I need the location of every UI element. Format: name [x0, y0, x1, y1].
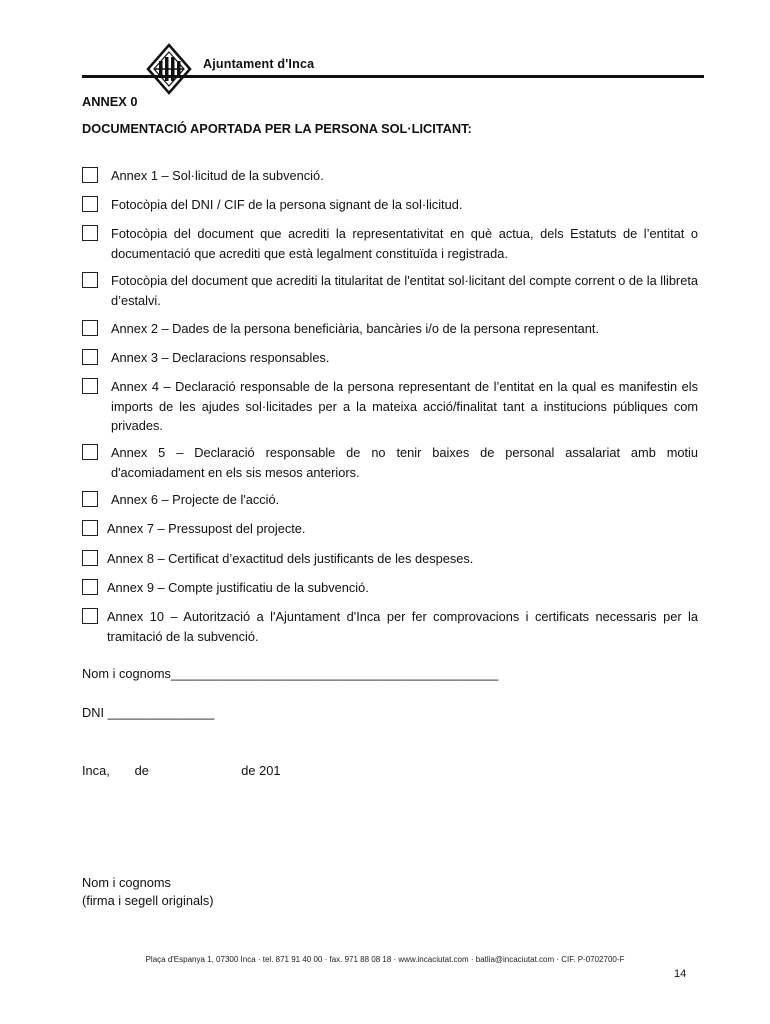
date-field[interactable]: Inca, de de 201 [82, 763, 281, 778]
checklist-item [82, 519, 698, 539]
checklist-item [82, 348, 698, 368]
checklist-item [82, 195, 698, 215]
checklist-item-label: Annex 9 – Compte justificatiu de la subvenció. [107, 580, 369, 595]
checkbox[interactable] [82, 272, 98, 288]
checklist-item-label: Fotocòpia del document que acrediti la titularitat de l'entitat sol·licitant del compte corrent o de la llibreta d’estalvi. [111, 273, 698, 308]
checklist-item [82, 166, 698, 186]
checklist-item [82, 224, 698, 263]
checklist-item-label: Annex 6 – Projecte de l'acció. [111, 492, 280, 507]
checklist-item-label: Annex 10 – Autorització a l'Ajuntament d'Inca per fer comprovacions i certificats necessaris per la tramitació de la subvenció. [107, 609, 698, 644]
checkbox[interactable] [82, 491, 98, 507]
checkbox[interactable] [82, 167, 98, 183]
signature-note-label: (firma i segell originals) [82, 893, 214, 908]
checkbox[interactable] [82, 196, 98, 212]
checklist-item [82, 271, 698, 310]
checklist-item [82, 607, 698, 646]
organization-name: Ajuntament d'Inca [203, 57, 315, 71]
name-field[interactable]: Nom i cognoms______________________________________________ [82, 666, 499, 681]
municipal-shield-logo [146, 43, 192, 95]
checkbox[interactable] [82, 579, 98, 595]
footer-address: Plaça d'Espanya 1, 07300 Inca · tel. 871 91 40 00 · fax. 971 88 08 18 · www.incaciutat.com · batlia@incaciutat.com · CIF. P-0702700-F [145, 955, 625, 964]
checkbox[interactable] [82, 444, 98, 460]
page-number: 14 [674, 968, 687, 980]
checklist-item [82, 549, 698, 569]
header-divider [82, 75, 704, 78]
checklist-item-label: Annex 2 – Dades de la persona beneficiària, bancàries i/o de la persona representant. [111, 321, 600, 336]
checklist-item [82, 443, 698, 482]
checklist-item-label: Annex 4 – Declaració responsable de la persona representant de l’entitat en la qual es manifestin els imports de les ajudes sol·licitades per a la mateixa acció/finalitat tant a institucions públiques com privades. [111, 379, 698, 433]
checklist-item-label: Annex 7 – Pressupost del projecte. [107, 521, 306, 536]
page-header [0, 0, 770, 100]
checkbox[interactable] [82, 608, 98, 624]
checkbox[interactable] [82, 225, 98, 241]
dni-field[interactable]: DNI _______________ [82, 705, 215, 720]
checkbox[interactable] [82, 378, 98, 394]
checklist-item-label: Fotocòpia del document que acrediti la representativitat en què actua, dels Estatuts de l’entitat o documentació que acrediti que està legalment constituïda i registrada. [111, 226, 698, 261]
checklist-item-label: Fotocòpia del DNI / CIF de la persona signant de la sol·licitud. [111, 197, 463, 212]
checklist-item-label: Annex 8 – Certificat d’exactitud dels justificants de les despeses. [107, 551, 474, 566]
checkbox[interactable] [82, 349, 98, 365]
checklist-item-label: Annex 5 – Declaració responsable de no tenir baixes de personal assalariat amb motiu d'acomiadament en els sis mesos anteriors. [111, 445, 698, 480]
checkbox[interactable] [82, 520, 98, 536]
annex-title: ANNEX 0 [82, 94, 138, 109]
checklist-item [82, 377, 698, 436]
checklist-item [82, 490, 698, 510]
checkbox[interactable] [82, 320, 98, 336]
checklist-item [82, 578, 698, 598]
checkbox[interactable] [82, 550, 98, 566]
signature-name-label: Nom i cognoms [82, 875, 171, 890]
checklist-item [82, 319, 698, 339]
checklist-item-label: Annex 3 – Declaracions responsables. [111, 350, 330, 365]
checklist-item-label: Annex 1 – Sol·licitud de la subvenció. [111, 168, 324, 183]
section-heading: DOCUMENTACIÓ APORTADA PER LA PERSONA SOL·LICITANT: [82, 121, 472, 136]
